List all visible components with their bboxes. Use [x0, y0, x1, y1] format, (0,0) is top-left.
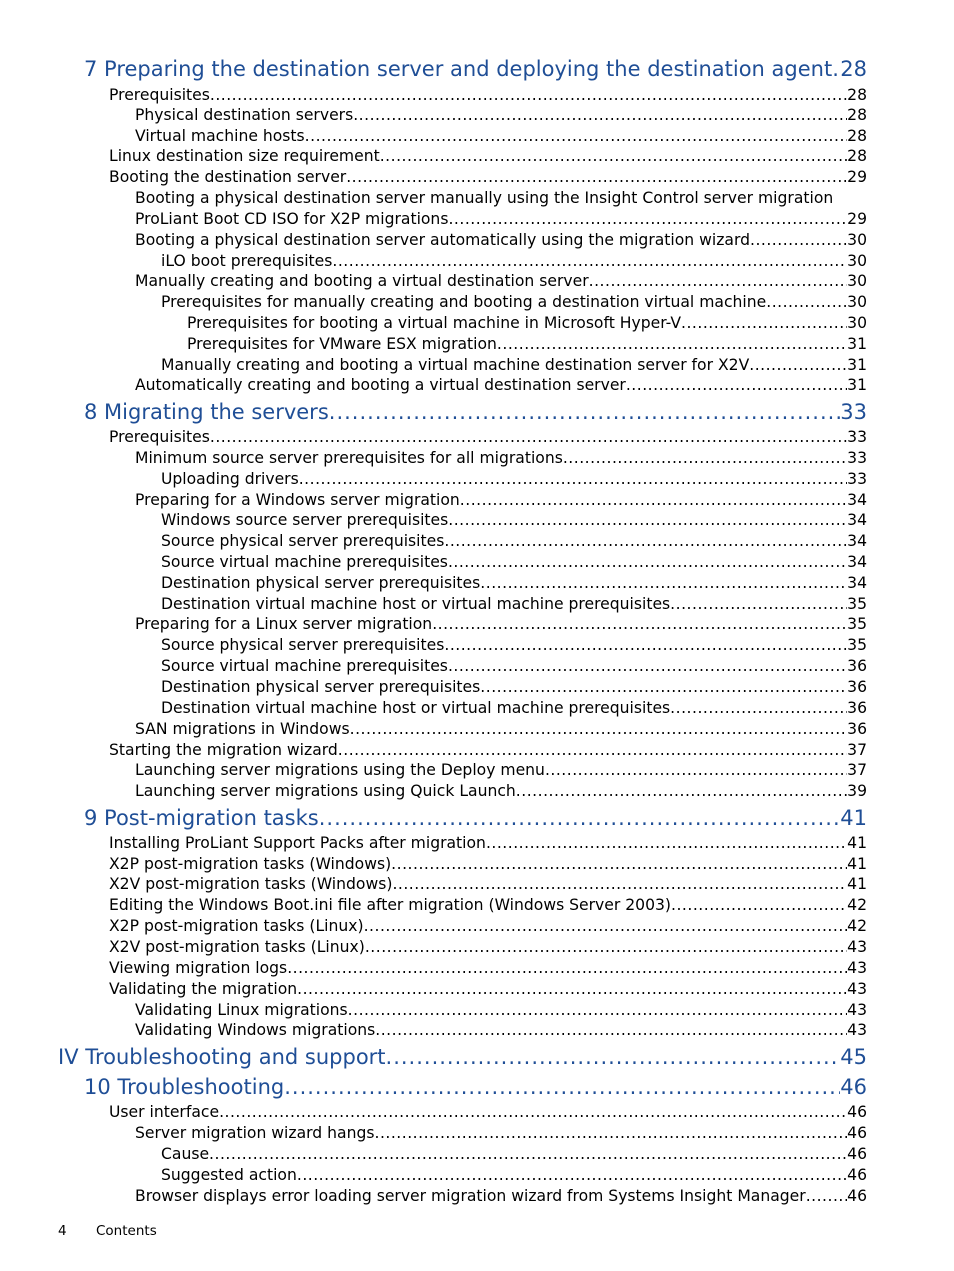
dot-leader [626, 375, 847, 396]
toc-entry-title: Installing ProLiant Support Packs after migration [109, 834, 486, 852]
toc-page-number: 34 [847, 553, 867, 571]
toc-page-number: 33 [847, 449, 867, 467]
toc-entry-title: Starting the migration wizard [109, 741, 338, 759]
dot-leader [348, 1000, 847, 1021]
toc-entry[interactable] [135, 781, 867, 802]
dot-leader [392, 874, 847, 895]
dot-leader [670, 698, 847, 719]
dot-leader [299, 469, 847, 490]
toc-entry-title: X2P post-migration tasks (Windows) [109, 855, 392, 873]
toc-entry-title: Virtual machine hosts [135, 127, 305, 145]
toc-entry-title: Prerequisites for manually creating and booting a destination virtual machine [161, 293, 767, 311]
dot-leader [364, 916, 848, 937]
toc-entry[interactable] [109, 958, 867, 979]
toc-entry-title: Preparing for a Windows server migration [135, 491, 460, 509]
toc-entry-title: Prerequisites [109, 428, 210, 446]
toc-entry[interactable] [109, 740, 867, 761]
dot-leader [332, 251, 847, 272]
dot-leader [432, 614, 847, 635]
toc-page-number: 39 [847, 782, 867, 800]
toc-page-number: 36 [847, 657, 867, 675]
toc-entry-title: Booting a physical destination server automatically using the migration wizard [135, 231, 750, 249]
toc-page-number: 43 [847, 1021, 867, 1039]
dot-leader [448, 209, 847, 230]
toc-entry-title: Linux destination size requirement [109, 147, 380, 165]
toc-page-number: 28 [847, 86, 867, 104]
dot-leader [749, 355, 847, 376]
toc-entry-title: Prerequisites for booting a virtual machine in Microsoft Hyper-V [187, 314, 682, 332]
dot-leader [832, 55, 840, 83]
toc-entry-title: 8 Migrating the servers [84, 400, 329, 424]
toc-entry[interactable] [187, 313, 867, 334]
dot-leader [516, 781, 847, 802]
toc-page-number: 30 [847, 272, 867, 290]
toc-page-number: 41 [847, 855, 867, 873]
toc-page-number: 43 [847, 938, 867, 956]
toc-entry-title: Destination physical server prerequisites [161, 678, 481, 696]
toc-entry[interactable] [161, 594, 867, 615]
dot-leader [480, 677, 847, 698]
dot-leader [350, 719, 848, 740]
toc-entry[interactable] [135, 490, 867, 511]
dot-leader [670, 594, 847, 615]
toc-page-number: 35 [847, 595, 867, 613]
toc-page-number: 31 [847, 335, 867, 353]
dot-leader [497, 334, 847, 355]
toc-page-number: 34 [847, 574, 867, 592]
toc-entry-title: Source virtual machine prerequisites [161, 657, 448, 675]
toc-page-number: 41 [847, 834, 867, 852]
toc-page-number: 34 [847, 511, 867, 529]
toc-entry[interactable] [135, 230, 867, 251]
dot-leader [319, 804, 841, 832]
toc-entry[interactable] [109, 874, 867, 895]
toc-entry-title: Prerequisites [109, 86, 210, 104]
toc-page-number: 36 [847, 699, 867, 717]
toc-page-number: 45 [840, 1045, 867, 1069]
toc-entry-title: ProLiant Boot CD ISO for X2P migrations [135, 210, 449, 228]
toc-entry-title: X2V post-migration tasks (Windows) [109, 875, 393, 893]
toc-page-number: 30 [847, 314, 867, 332]
dot-leader [210, 85, 847, 106]
toc-entry[interactable] [109, 833, 867, 854]
toc-entry-title: Prerequisites for VMware ESX migration [187, 335, 497, 353]
toc-page-number: 33 [847, 470, 867, 488]
toc-entry[interactable] [161, 510, 867, 531]
toc-entry-title: Manually creating and booting a virtual machine destination server for X2V [161, 356, 750, 374]
toc-entry[interactable] [135, 375, 867, 396]
dot-leader [681, 313, 847, 334]
toc-entry-title: Viewing migration logs [109, 959, 288, 977]
toc-page-number: 43 [847, 980, 867, 998]
toc-entry[interactable] [135, 209, 867, 230]
toc-page-number: 42 [847, 896, 867, 914]
dot-leader [448, 552, 847, 573]
toc-page-number: 28 [847, 106, 867, 124]
toc-entry[interactable] [135, 126, 867, 147]
toc-page-number: 35 [847, 615, 867, 633]
toc-entry-title: Uploading drivers [161, 470, 299, 488]
toc-entry-title: Manually creating and booting a virtual destination server [135, 272, 589, 290]
toc-entry-title: Destination virtual machine host or virtual machine prerequisites [161, 699, 671, 717]
toc-entry-title: Automatically creating and booting a virtual destination server [135, 376, 626, 394]
toc-entry[interactable] [161, 698, 867, 719]
toc-entry[interactable] [135, 105, 867, 126]
toc-entry[interactable] [161, 1165, 867, 1186]
toc-entry-title: Source physical server prerequisites [161, 532, 445, 550]
toc-entry-title: Launching server migrations using Quick Launch [135, 782, 516, 800]
footer-label: Contents [96, 1223, 157, 1239]
toc-chapter-entry[interactable] [84, 804, 867, 832]
toc-entry[interactable] [161, 552, 867, 573]
page-number: 4 [58, 1223, 67, 1239]
dot-leader [338, 740, 847, 761]
toc-entry-title: Physical destination servers [135, 106, 354, 124]
dot-leader [284, 1073, 840, 1101]
toc-page-number: 36 [847, 678, 867, 696]
dot-leader [329, 398, 841, 426]
toc-entry-title: iLO boot prerequisites [161, 252, 333, 270]
dot-leader [353, 105, 847, 126]
toc-page-number: 43 [847, 959, 867, 977]
dot-leader [806, 1186, 847, 1207]
toc-page-number: 41 [847, 875, 867, 893]
toc-page-number: 34 [847, 532, 867, 550]
toc-entry[interactable] [135, 719, 867, 740]
toc-entry-title: Launching server migrations using the Deploy menu [135, 761, 545, 779]
toc-entry[interactable] [161, 531, 867, 552]
toc-entry-title: X2P post-migration tasks (Linux) [109, 917, 364, 935]
toc-entry-title: Destination physical server prerequisites [161, 574, 481, 592]
dot-leader [287, 958, 847, 979]
dot-leader [480, 573, 847, 594]
dot-leader [219, 1102, 847, 1123]
toc-entry[interactable] [135, 760, 867, 781]
toc-entry[interactable] [109, 854, 867, 875]
toc-page-number: 35 [847, 636, 867, 654]
toc-entry[interactable] [161, 1144, 867, 1165]
dot-leader [391, 854, 847, 875]
toc-page-number: 29 [847, 210, 867, 228]
toc-entry-title: Minimum source server prerequisites for all migrations [135, 449, 563, 467]
toc-entry[interactable] [161, 251, 867, 272]
toc-page-number: 31 [847, 376, 867, 394]
toc-page-number: 37 [847, 741, 867, 759]
dot-leader [460, 490, 847, 511]
toc-entry-title: Suggested action [161, 1166, 297, 1184]
toc-entry-text[interactable]: Booting a physical destination server manually using the Insight Control server migration [135, 189, 834, 207]
toc-page-number: 41 [840, 806, 867, 830]
toc-page-number: 33 [847, 428, 867, 446]
toc-entry[interactable] [109, 937, 867, 958]
toc-entry[interactable] [135, 1020, 867, 1041]
toc-page-number: 43 [847, 1001, 867, 1019]
toc-entry-title: Source virtual machine prerequisites [161, 553, 448, 571]
dot-leader [365, 937, 847, 958]
toc-entry[interactable] [109, 146, 867, 167]
dot-leader [486, 833, 847, 854]
dot-leader [297, 1165, 847, 1186]
toc-entry-title: Server migration wizard hangs [135, 1124, 375, 1142]
toc-entry-title: Windows source server prerequisites [161, 511, 449, 529]
dot-leader [448, 510, 847, 531]
toc-page-number: 46 [847, 1166, 867, 1184]
toc-entry-title: X2V post-migration tasks (Linux) [109, 938, 365, 956]
toc-entry[interactable] [109, 427, 867, 448]
dot-leader [444, 531, 847, 552]
toc-entry[interactable] [161, 677, 867, 698]
toc-page-number: 46 [847, 1187, 867, 1205]
dot-leader [210, 427, 847, 448]
toc-entry-title: 7 Preparing the destination server and deploying the destination agent [84, 57, 833, 81]
toc-page-number: 46 [847, 1145, 867, 1163]
toc-entry-title: SAN migrations in Windows [135, 720, 350, 738]
toc-entry-title: Preparing for a Linux server migration [135, 615, 433, 633]
toc-page-number: 30 [847, 252, 867, 270]
toc-entry[interactable] [135, 1186, 867, 1207]
toc-entry-title: Editing the Windows Boot.ini file after migration (Windows Server 2003) [109, 896, 672, 914]
toc-entry[interactable] [109, 167, 867, 188]
toc-entry[interactable] [109, 1102, 867, 1123]
dot-leader [766, 292, 847, 313]
toc-chapter-entry[interactable] [84, 1073, 867, 1101]
toc-page-number: 34 [847, 491, 867, 509]
toc-entry[interactable] [135, 1000, 867, 1021]
toc-page-number: 29 [847, 168, 867, 186]
toc-entry[interactable] [135, 1123, 867, 1144]
toc-entry-title: Validating Linux migrations [135, 1001, 348, 1019]
dot-leader [386, 1043, 841, 1071]
toc-entry-title: Validating Windows migrations [135, 1021, 376, 1039]
toc-entry-title: Booting the destination server [109, 168, 347, 186]
toc-page-number: 28 [847, 147, 867, 165]
toc-entry[interactable] [161, 355, 867, 376]
toc-entry[interactable] [109, 85, 867, 106]
toc-entry-title: IV Troubleshooting and support [58, 1045, 386, 1069]
toc-entry-title: Validating the migration [109, 980, 298, 998]
toc-page-number: 37 [847, 761, 867, 779]
toc-entry-title: 10 Troubleshooting [84, 1075, 285, 1099]
dot-leader [444, 635, 847, 656]
dot-leader [209, 1144, 847, 1165]
toc-chapter-entry[interactable] [58, 1043, 867, 1071]
toc-entry[interactable] [135, 271, 867, 292]
toc-page-number: 30 [847, 231, 867, 249]
dot-leader [671, 895, 847, 916]
dot-leader [305, 126, 847, 147]
toc-entry-title: Destination virtual machine host or virtual machine prerequisites [161, 595, 671, 613]
toc-entry[interactable] [109, 895, 867, 916]
dot-leader [589, 271, 848, 292]
dot-leader [563, 448, 847, 469]
toc-entry[interactable] [161, 573, 867, 594]
toc-page-number: 36 [847, 720, 867, 738]
toc-entry-title: Source physical server prerequisites [161, 636, 445, 654]
dot-leader [374, 1123, 847, 1144]
toc-entry[interactable] [161, 292, 867, 313]
dot-leader [750, 230, 847, 251]
toc-entry[interactable] [161, 635, 867, 656]
toc-entry-title: User interface [109, 1103, 220, 1121]
toc-entry-title: Cause [161, 1145, 210, 1163]
toc-page-number: 46 [847, 1103, 867, 1121]
toc-entry[interactable] [135, 448, 867, 469]
toc-entry[interactable] [109, 916, 867, 937]
dot-leader [545, 760, 847, 781]
toc-page-number: 46 [847, 1124, 867, 1142]
dot-leader [346, 167, 847, 188]
toc-entry[interactable] [109, 979, 867, 1000]
dot-leader [448, 656, 847, 677]
dot-leader [380, 146, 847, 167]
toc-chapter-entry[interactable] [84, 55, 867, 83]
toc-entry-title: Browser displays error loading server migration wizard from Systems Insight Manager [135, 1187, 806, 1205]
toc-page-number: 28 [840, 57, 867, 81]
toc-entry[interactable] [161, 656, 867, 677]
toc-entry[interactable] [187, 334, 867, 355]
toc-page-number: 31 [847, 356, 867, 374]
toc-chapter-entry[interactable] [84, 398, 867, 426]
toc-page-number: 28 [847, 127, 867, 145]
toc-page-number: 46 [840, 1075, 867, 1099]
toc-page-number: 30 [847, 293, 867, 311]
dot-leader [297, 979, 847, 1000]
toc-entry[interactable] [135, 614, 867, 635]
toc-entry[interactable] [161, 469, 867, 490]
toc-page-number: 42 [847, 917, 867, 935]
toc-page-number: 33 [840, 400, 867, 424]
dot-leader [375, 1020, 847, 1041]
toc-entry-title: 9 Post-migration tasks [84, 806, 319, 830]
